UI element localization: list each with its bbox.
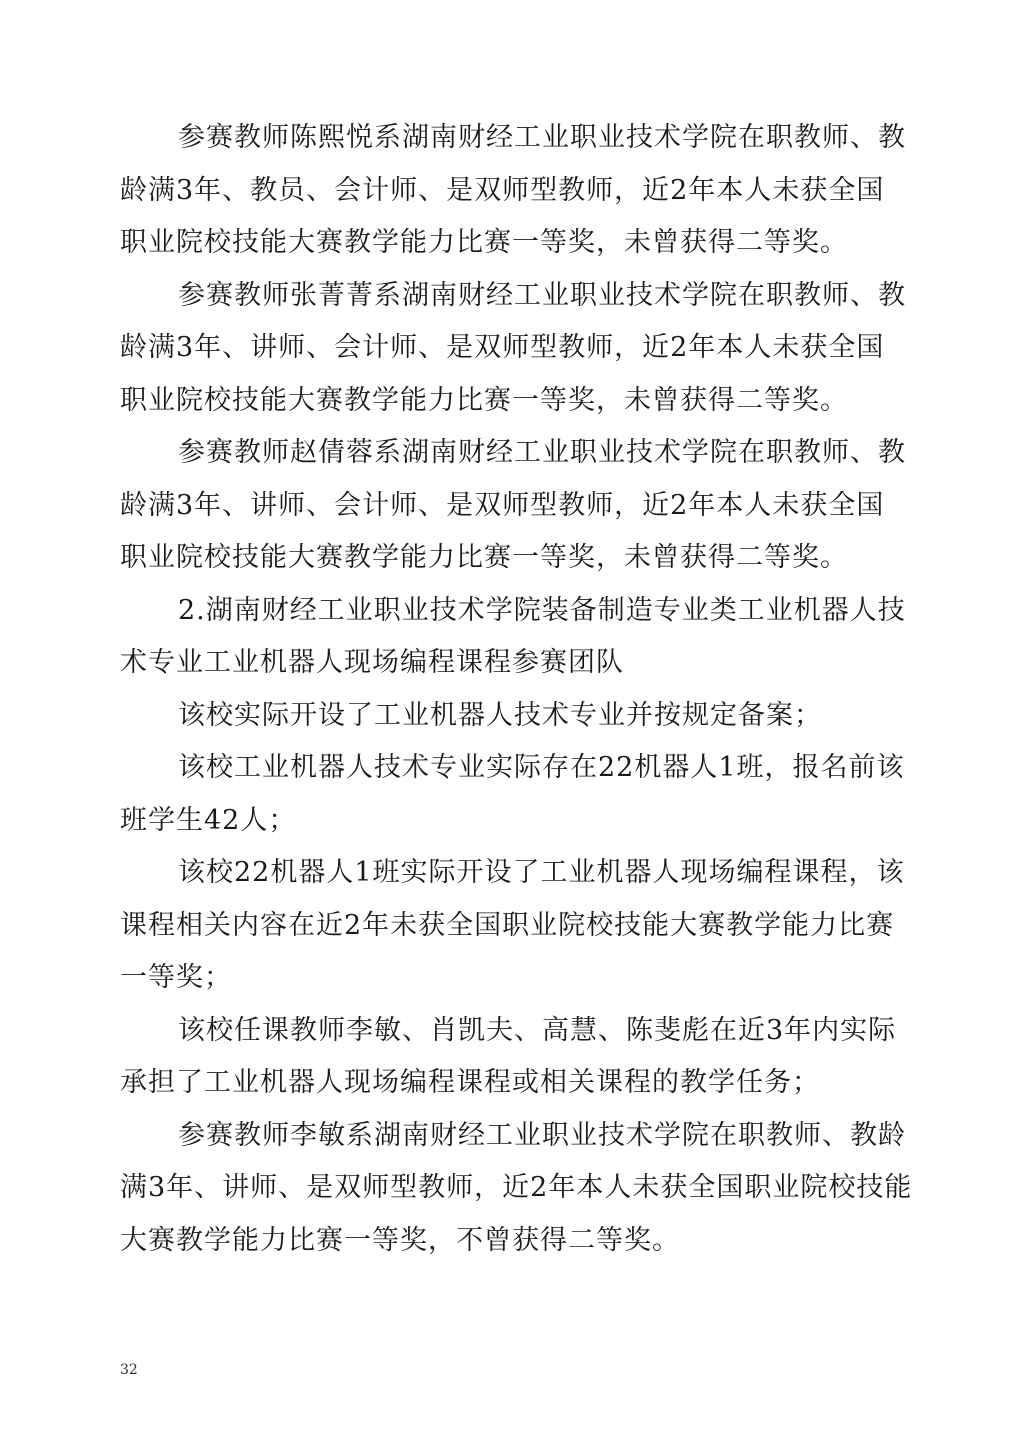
paragraph-line: 参赛教师陈熙悦系湖南财经工业职业技术学院在职教师、教 [178, 122, 906, 153]
paragraph-line: 班学生42人； [120, 804, 297, 836]
document-body [120, 112, 913, 1267]
paragraph-line: 参赛教师赵倩蓉系湖南财经工业职业技术学院在职教师、教 [178, 437, 906, 468]
paragraph-line: 该校22机器人1班实际开设了工业机器人现场编程课程，该 [178, 857, 905, 888]
paragraph-line: 参赛教师张菁菁系湖南财经工业职业技术学院在职教师、教 [178, 279, 906, 311]
paragraph-line: 承担了工业机器人现场编程课程或相关课程的教学任务； [120, 1067, 820, 1098]
paragraph-line: 大赛教学能力比赛一等奖，不曾获得二等奖。 [120, 1224, 680, 1256]
paragraph-line: 该校工业机器人技术专业实际存在22机器人1班，报名前该 [178, 752, 905, 783]
paragraph-line: 职业院校技能大赛教学能力比赛一等奖，未曾获得二等奖。 [120, 227, 848, 258]
paragraph-line: 职业院校技能大赛教学能力比赛一等奖，未曾获得二等奖。 [120, 384, 848, 416]
section-heading-line: 术专业工业机器人现场编程课程参赛团队 [120, 647, 624, 678]
paragraph-line: 课程相关内容在近2年未获全国职业院校技能大赛教学能力比赛 [120, 909, 895, 941]
paragraph-line: 龄满3年、教员、会计师、是双师型教师，近2年本人未获全国 [120, 174, 885, 206]
paragraph-line: 龄满3年、讲师、会计师、是双师型教师，近2年本人未获全国 [120, 332, 885, 363]
paragraph-line: 职业院校技能大赛教学能力比赛一等奖，未曾获得二等奖。 [120, 542, 848, 573]
page-number: 32 [120, 1362, 138, 1378]
paragraph-line: 该校实际开设了工业机器人技术专业并按规定备案； [178, 699, 822, 731]
paragraph-line: 该校任课教师李敏、肖凯夫、高慧、陈斐彪在近3年内实际 [178, 1014, 897, 1046]
section-heading-line: 2.湖南财经工业职业技术学院装备制造专业类工业机器人技 [178, 594, 906, 626]
paragraph-line: 参赛教师李敏系湖南财经工业职业技术学院在职教师、教龄 [178, 1119, 906, 1151]
paragraph-line: 满3年、讲师、是双师型教师，近2年本人未获全国职业院校技能 [120, 1172, 913, 1203]
paragraph-line: 一等奖； [120, 962, 232, 993]
paragraph-line: 龄满3年、讲师、会计师、是双师型教师，近2年本人未获全国 [120, 489, 885, 521]
